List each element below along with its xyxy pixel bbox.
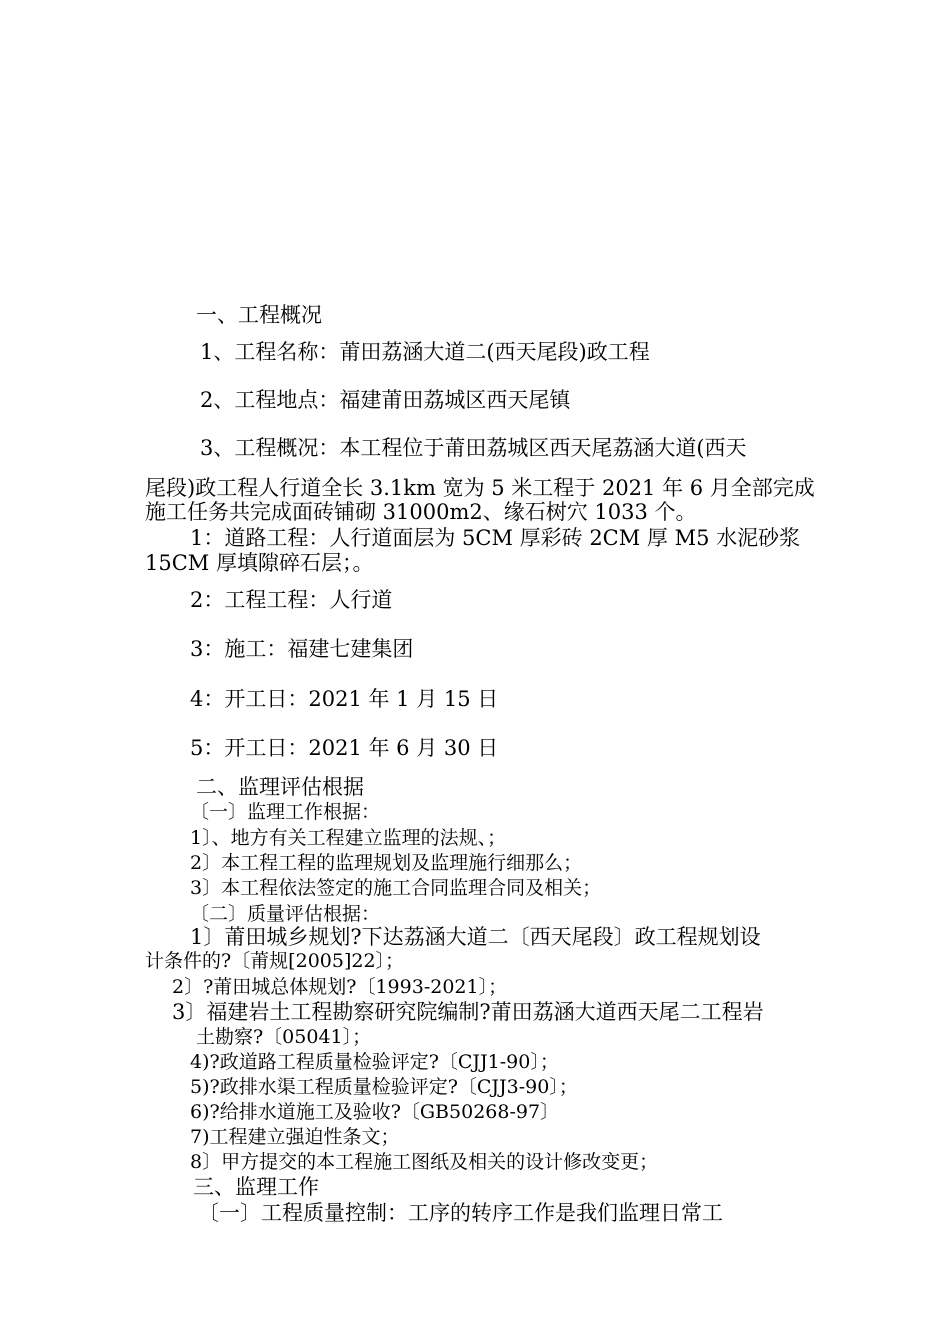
project-summary-line-1: 3、工程概况：本工程位于莆田荔城区西天尾荔涵大道(西天: [200, 436, 747, 460]
quality-item-6: 6)?给排水道施工及验收?〔GB50268-97〕: [190, 1101, 560, 1123]
quality-item-1-line-1: 1〕莆田城乡规划?下达荔涵大道二〔西天尾段〕政工程规划设: [190, 925, 761, 949]
project-location: 2、工程地点：福建莆田荔城区西天尾镇: [200, 388, 571, 412]
project-summary-line-2: 尾段)政工程人行道全长 3.1km 宽为 5 米工程于 2021 年 6 月全部完成: [145, 476, 815, 500]
project-summary-line-3: 施工任务共完成面砖铺砌 31000m2、缘石树穴 1033 个。: [145, 500, 697, 524]
quality-item-8: 8〕甲方提交的本工程施工图纸及相关的设计修改变更；: [190, 1151, 659, 1173]
quality-control-intro: 〔一〕工程质量控制：工序的转序工作是我们监理日常工: [198, 1201, 723, 1225]
quality-item-3-line-2: 土勘察?〔05041〕；: [196, 1026, 372, 1048]
project-item: 2：工程工程：人行道: [190, 588, 393, 612]
quality-item-4: 4)?政道路工程质量检验评定?〔CJJ1-90〕；: [190, 1051, 559, 1073]
section-heading-basis: 二、监理评估根据: [196, 775, 364, 799]
basis-item-1: 1〕、地方有关工程建立监理的法规、；: [190, 827, 507, 849]
end-date: 5：开工日：2021 年 6 月 30 日: [190, 736, 499, 760]
contractor: 3：施工：福建七建集团: [190, 637, 414, 661]
start-date: 4：开工日：2021 年 1 月 15 日: [190, 687, 499, 711]
quality-item-1-line-2: 计条件的?〔莆规[2005]22〕；: [145, 950, 405, 972]
road-works-line-1: 1：道路工程：人行道面层为 5CM 厚彩砖 2CM 厚 M5 水泥砂浆: [190, 526, 801, 550]
basis-item-2: 2〕本工程工程的监理规划及监理施行细那么；: [190, 852, 583, 874]
section-heading-supervision: 三、监理工作: [193, 1175, 319, 1199]
project-name: 1、工程名称：莆田荔涵大道二(西天尾段)政工程: [200, 340, 650, 364]
supervision-basis-title: 〔一〕监理工作根据：: [190, 801, 381, 823]
section-heading-overview: 一、工程概况: [196, 303, 322, 327]
quality-item-7: 7)工程建立强迫性条文；: [190, 1126, 400, 1148]
quality-item-5: 5)?政排水渠工程质量检验评定?〔CJJ3-90〕；: [190, 1076, 578, 1098]
basis-item-3: 3〕本工程依法签定的施工合同监理合同及相关；: [190, 877, 602, 899]
road-works-line-2: 15CM 厚填隙碎石层；。: [145, 551, 374, 575]
quality-item-2: 2〕?莆田城总体规划?〔1993-2021〕；: [172, 976, 508, 998]
quality-basis-title: 〔二〕质量评估根据：: [190, 903, 381, 925]
quality-item-3-line-1: 3〕福建岩土工程勘察研究院编制?莆田荔涵大道西天尾二工程岩: [172, 1000, 764, 1024]
